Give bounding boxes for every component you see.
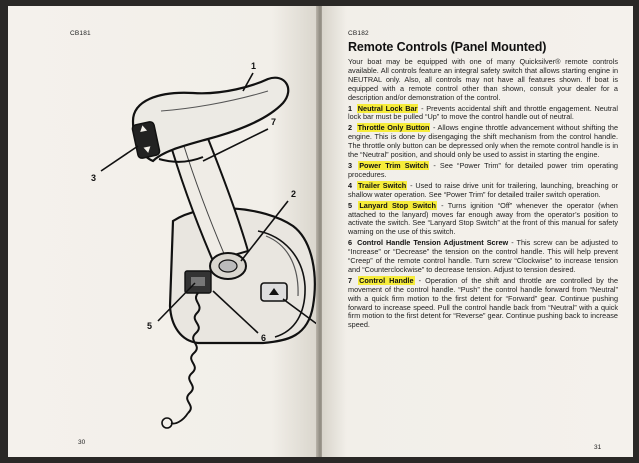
left-page	[8, 6, 318, 457]
callout-3: 3	[91, 173, 97, 183]
feature-description: - Prevents accidental shift and throttle engagement. Neutral lock bar must be pulled “Up” to move the control handle out of neutral.	[348, 103, 618, 122]
feature-number: 6	[348, 238, 353, 248]
intro-paragraph: Your boat may be equipped with one of many Quicksilver® remote controls available. All controls feature an integral safety switch that allows starting engine in NEUTRAL only. Also, all controls may not have all features shown. If boat is equipped with a remote control other than shown, consult your dealer for a description and/or demonstration of the control.	[348, 57, 618, 102]
feature-item	[348, 239, 618, 275]
feature-number: 3	[348, 160, 353, 170]
callout-7: 7	[271, 117, 277, 127]
feature-description: - Allows engine throttle advancement without shifting the engine. This is done by disengaging the shift mechanism from the control handle. The throttle only button can be depressed only when the remote control handle is in the “Neutral” position, and should only be used to assist in starting the engine.	[348, 123, 619, 160]
feature-term: Control Handle Tension Adjustment Screw	[357, 238, 509, 248]
feature-item	[348, 182, 618, 200]
right-page	[322, 6, 633, 457]
right-page-code: CB182	[348, 30, 369, 37]
feature-item	[348, 202, 618, 238]
feature-term: Control Handle	[359, 275, 414, 285]
feature-description: - See “Power Trim” for detailed power trim operating procedures.	[348, 160, 618, 179]
feature-term: Trailer Switch	[357, 180, 407, 190]
feature-number: 4	[348, 180, 353, 190]
feature-description: - Operation of the shift and throttle are controlled by the movement of the control handle. “Push” the control handle forward from “Neutral” with a quick firm motion to the first detent for “Forward” gear. Continue pushing forward to increase speed. Pull the control handle back from “Neutral” with a quick firm motion to the first detent for “Reverse” gear. Continue pushing back to increase speed.	[348, 275, 619, 330]
feature-description: - Turns ignition “Off” whenever the operator (when attached to the lanyard) moves far enough away from the operator’s position to activate the switch. See “Lanyard Stop Switch” at the front of this manual for safety warning on the use of this switch.	[348, 200, 618, 237]
feature-list	[348, 105, 618, 331]
callout-6: 6	[261, 333, 267, 343]
page-title: Remote Controls (Panel Mounted)	[348, 40, 547, 54]
feature-item	[348, 162, 618, 180]
right-page-number: 31	[594, 444, 602, 451]
left-page-number: 30	[78, 439, 86, 446]
feature-item	[348, 105, 618, 123]
remote-control-handle-illustration	[63, 51, 328, 436]
feature-term: Power Trim Switch	[359, 160, 429, 170]
feature-number: 7	[348, 275, 353, 285]
feature-term: Neutral Lock Bar	[357, 103, 418, 113]
feature-number: 1	[348, 103, 353, 113]
callout-5: 5	[147, 321, 153, 331]
feature-number: 5	[348, 200, 353, 210]
right-page-content	[348, 40, 618, 332]
callout-1: 1	[251, 61, 257, 71]
feature-description: - Used to raise drive unit for trailering, launching, breaching or shallow water operation. See “Power Trim” for detailed trailer switch operation.	[348, 180, 619, 199]
feature-item	[348, 277, 618, 330]
feature-term: Lanyard Stop Switch	[359, 200, 436, 210]
left-page-code: CB181	[70, 30, 91, 37]
callout-2: 2	[291, 189, 297, 199]
remote-control-figure	[63, 51, 328, 436]
feature-term: Throttle Only Button	[357, 123, 430, 133]
feature-item	[348, 124, 618, 160]
feature-description: - This screw can be adjusted to “Increase” or “Decrease” the tension on the control handle. This will help prevent “Creep” of the remote control handle. Turn screw “Clockwise” to increase tension and “Counterclockwise” to decrease tension. Adjust to tension desired.	[348, 238, 618, 274]
feature-number: 2	[348, 123, 353, 133]
